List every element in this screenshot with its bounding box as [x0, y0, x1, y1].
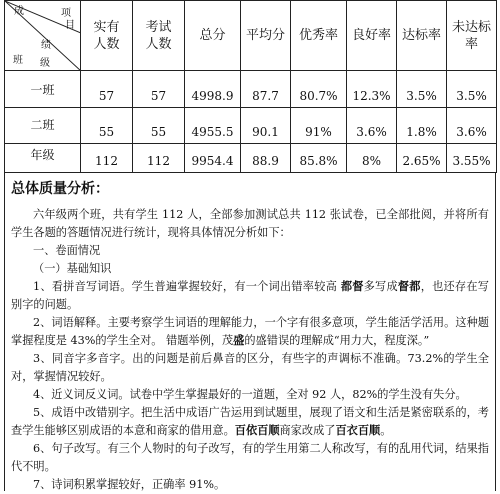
table-cell: 3.5% — [397, 71, 447, 108]
analysis-item: 5、成语中改错别字。把生活中成语广告运用到试题里，展现了语文和生活是紧密联系的，考查学生能够区别成语的本意和商家的借用意。百依百顺商家改成了百衣百顺。 — [11, 406, 489, 437]
corner-header-cell — [5, 1, 81, 71]
table-cell: 91% — [291, 108, 347, 144]
analysis-item: 3、同音字多音字。出的问题是前后鼻音的区分，有些字的声调标不准确。73.2%的学生全对，掌握情况较好。 — [11, 352, 489, 383]
table-cell: 3.6% — [447, 108, 497, 144]
corner-label: 成 — [14, 6, 24, 17]
score-statistics-table — [4, 0, 497, 173]
table-cell: 87.7 — [241, 71, 291, 108]
table-cell: 88.9 — [241, 144, 291, 173]
table-cell: 3.5% — [447, 71, 497, 108]
corner-label: 绩 — [41, 40, 51, 51]
analysis-item: 1、看拼音写词语。学生普遍掌握较好，有一个词出错率较高 都督多写成督都，也还存在写别字的问题。 — [11, 280, 489, 311]
table-cell: 2.65% — [397, 144, 447, 173]
table-cell: 3.55% — [447, 144, 497, 173]
corner-label: 班 — [13, 55, 23, 66]
table-cell: 112 — [81, 144, 133, 173]
table-cell: 112 — [133, 144, 185, 173]
table-cell: 57 — [81, 71, 133, 108]
subsection-heading: （一）基础知识 — [33, 262, 112, 275]
highlighted-word: 百衣百顺 — [335, 424, 381, 437]
section-title: 总体质量分析： — [11, 181, 109, 197]
table-cell: 80.7% — [291, 71, 347, 108]
table-cell: 1.8% — [397, 108, 447, 144]
row-label: 一班 — [5, 71, 81, 108]
analysis-item: 4、近义词反义词。试卷中学生掌握最好的一道题，全对 92 人，82%的学生没有失分。 — [33, 388, 467, 401]
quality-analysis-section — [4, 172, 496, 491]
table-cell: 85.8% — [291, 144, 347, 173]
table-cell: 9954.4 — [185, 144, 241, 173]
header-fail-rate: 未达标率 — [447, 1, 497, 71]
intro-paragraph: 六年级两个班，共有学生 112 人，全部参加测试总共 112 张试卷，已全部批阅，并将所有学生各题的答题情况进行统计，现将具体情况分析如下： — [11, 208, 489, 239]
corner-label: 级 — [40, 58, 50, 69]
table-cell: 57 — [133, 71, 185, 108]
table-row — [5, 71, 497, 108]
table-row — [5, 144, 497, 173]
highlighted-word: 百依百顺 — [234, 424, 280, 437]
highlighted-word: 都督 — [340, 280, 364, 293]
table-cell: 55 — [81, 108, 133, 144]
header-tested: 考试人数 — [133, 1, 185, 71]
highlighted-word: 督都 — [397, 280, 421, 293]
table-cell: 4955.5 — [185, 108, 241, 144]
table-cell: 55 — [133, 108, 185, 144]
header-excellent-rate: 优秀率 — [291, 1, 347, 71]
analysis-item: 7、诗词积累掌握较好，正确率 91%。 — [33, 478, 226, 491]
table-header-row — [5, 1, 497, 71]
corner-label: 项 — [61, 8, 71, 19]
analysis-item: 6、句子改写。有三个人物时的句子改写，有的学生用第二人称改写，有的乱用代词，结果指代不明。 — [11, 442, 489, 473]
header-pass-rate: 达标率 — [397, 1, 447, 71]
highlighted-word: 盛 — [233, 334, 245, 347]
table-row — [5, 108, 497, 144]
section-heading: 一、卷面情况 — [33, 244, 101, 257]
header-enrolled: 实有人数 — [81, 1, 133, 71]
header-average: 平均分 — [241, 1, 291, 71]
corner-label: 目 — [65, 20, 75, 31]
table-cell: 12.3% — [347, 71, 397, 108]
row-label: 年级 — [5, 144, 81, 173]
header-total-score: 总分 — [185, 1, 241, 71]
analysis-item: 2、词语解释。主要考察学生词语的理解能力，一个字有很多意项，学生能活学活用。这种题掌握程度是 43%的学生全对。 错题举例，茂盛的盛错误的理解成“用力大，程度深。” — [11, 316, 489, 347]
table-cell: 90.1 — [241, 108, 291, 144]
table-cell: 4998.9 — [185, 71, 241, 108]
table-cell: 3.6% — [347, 108, 397, 144]
header-good-rate: 良好率 — [347, 1, 397, 71]
table-cell: 8% — [347, 144, 397, 173]
row-label: 二班 — [5, 108, 81, 144]
